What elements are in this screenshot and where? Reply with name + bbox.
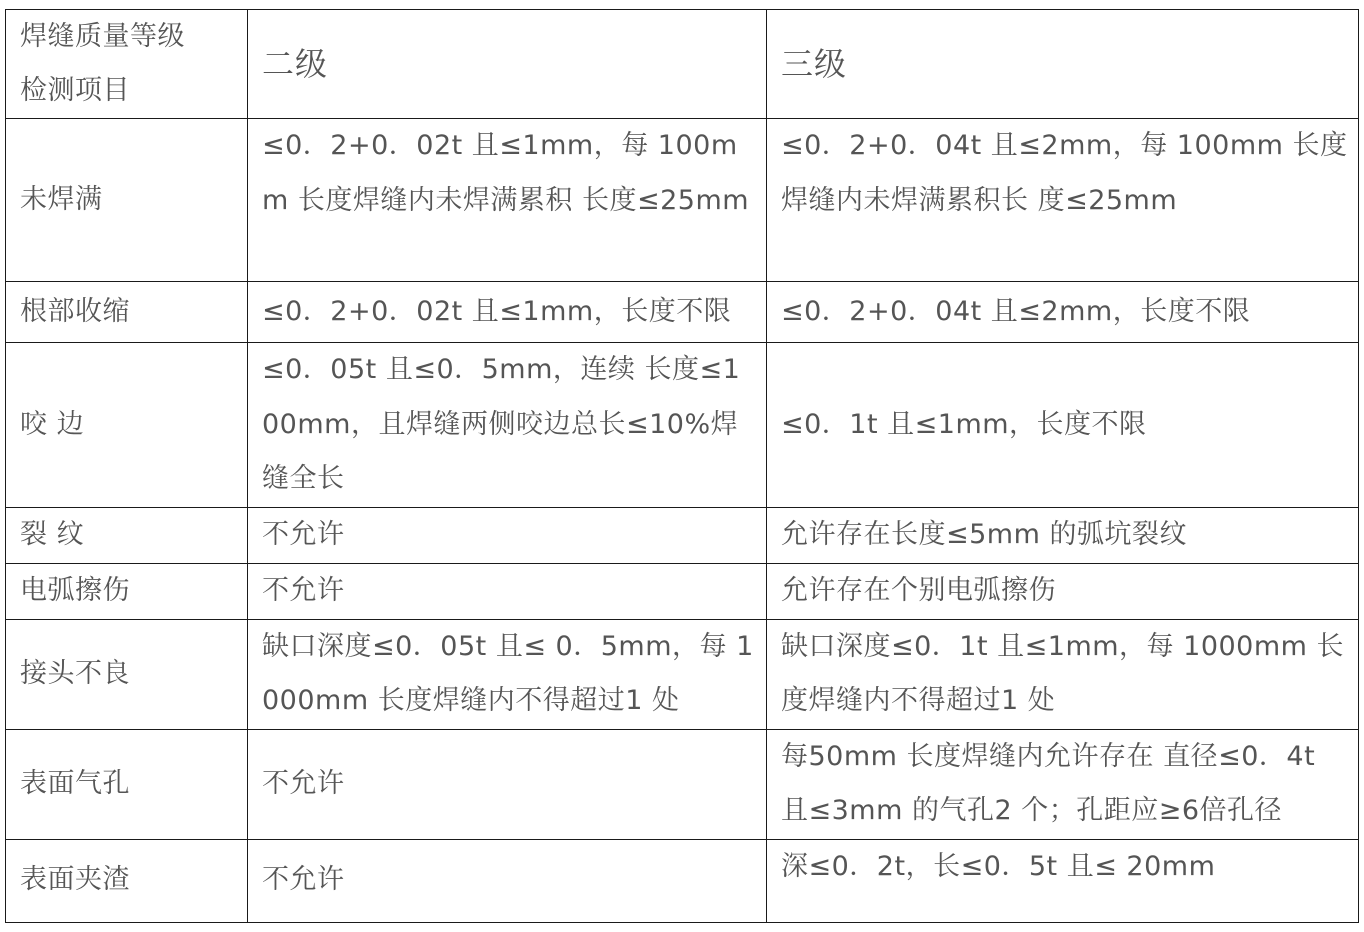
row-grade-3-value: 允许存在个别电弧擦伤 [767, 563, 1359, 619]
row-grade-2-value: 不允许 [248, 729, 767, 839]
row-item-label: 咬 边 [6, 343, 248, 508]
row-item-label: 表面气孔 [6, 729, 248, 839]
row-grade-3-value: 允许存在长度≤5mm 的弧坑裂纹 [767, 507, 1359, 563]
table-row [6, 507, 1359, 563]
header-quality-grade-label: 焊缝质量等级 [20, 21, 185, 52]
row-grade-2-value: 不允许 [248, 507, 767, 563]
row-item-label: 接头不良 [6, 619, 248, 729]
header-corner-cell [6, 10, 248, 119]
row-grade-2-value: ≤0．2+0．02t 且≤1mm，每 100mm 长度焊缝内未焊满累积 长度≤25mm [248, 119, 767, 282]
row-grade-3-value: ≤0．1t 且≤1mm，长度不限 [767, 343, 1359, 508]
row-grade-3-value: 深≤0．2t，长≤0．5t 且≤ 20mm [767, 839, 1359, 922]
row-grade-2-value: 不允许 [248, 839, 767, 922]
row-grade-2-value: 缺口深度≤0．05t 且≤ 0．5mm，每 1000mm 长度焊缝内不得超过1 处 [248, 619, 767, 729]
row-item-label: 裂 纹 [6, 507, 248, 563]
row-item-label: 表面夹渣 [6, 839, 248, 922]
table-row [6, 119, 1359, 282]
row-grade-2-value: 不允许 [248, 563, 767, 619]
table-row [6, 839, 1359, 922]
header-grade-3: 三级 [767, 10, 1359, 119]
table-row [6, 343, 1359, 508]
weld-quality-table [5, 9, 1359, 923]
table-row [6, 729, 1359, 839]
row-grade-3-value: 缺口深度≤0．1t 且≤1mm，每 1000mm 长度焊缝内不得超过1 处 [767, 619, 1359, 729]
row-grade-3-value: ≤0．2+0．04t 且≤2mm，每 100mm 长度焊缝内未焊满累积长 度≤25mm [767, 119, 1359, 282]
table-row [6, 563, 1359, 619]
row-grade-2-value: ≤0．2+0．02t 且≤1mm，长度不限 [248, 282, 767, 343]
row-grade-3-value: 每50mm 长度焊缝内允许存在 直径≤0．4t 且≤3mm 的气孔2 个；孔距应≥6倍孔径 [767, 729, 1359, 839]
table-row [6, 619, 1359, 729]
row-item-label: 根部收缩 [6, 282, 248, 343]
table-header-row [6, 10, 1359, 119]
row-item-label: 未焊满 [6, 119, 248, 282]
header-inspection-item-label: 检测项目 [20, 75, 130, 106]
table-row [6, 282, 1359, 343]
row-grade-3-value: ≤0．2+0．04t 且≤2mm，长度不限 [767, 282, 1359, 343]
row-item-label: 电弧擦伤 [6, 563, 248, 619]
row-grade-2-value: ≤0．05t 且≤0．5mm，连续 长度≤100mm，且焊缝两侧咬边总长≤10%焊缝全长 [248, 343, 767, 508]
header-grade-2: 二级 [248, 10, 767, 119]
